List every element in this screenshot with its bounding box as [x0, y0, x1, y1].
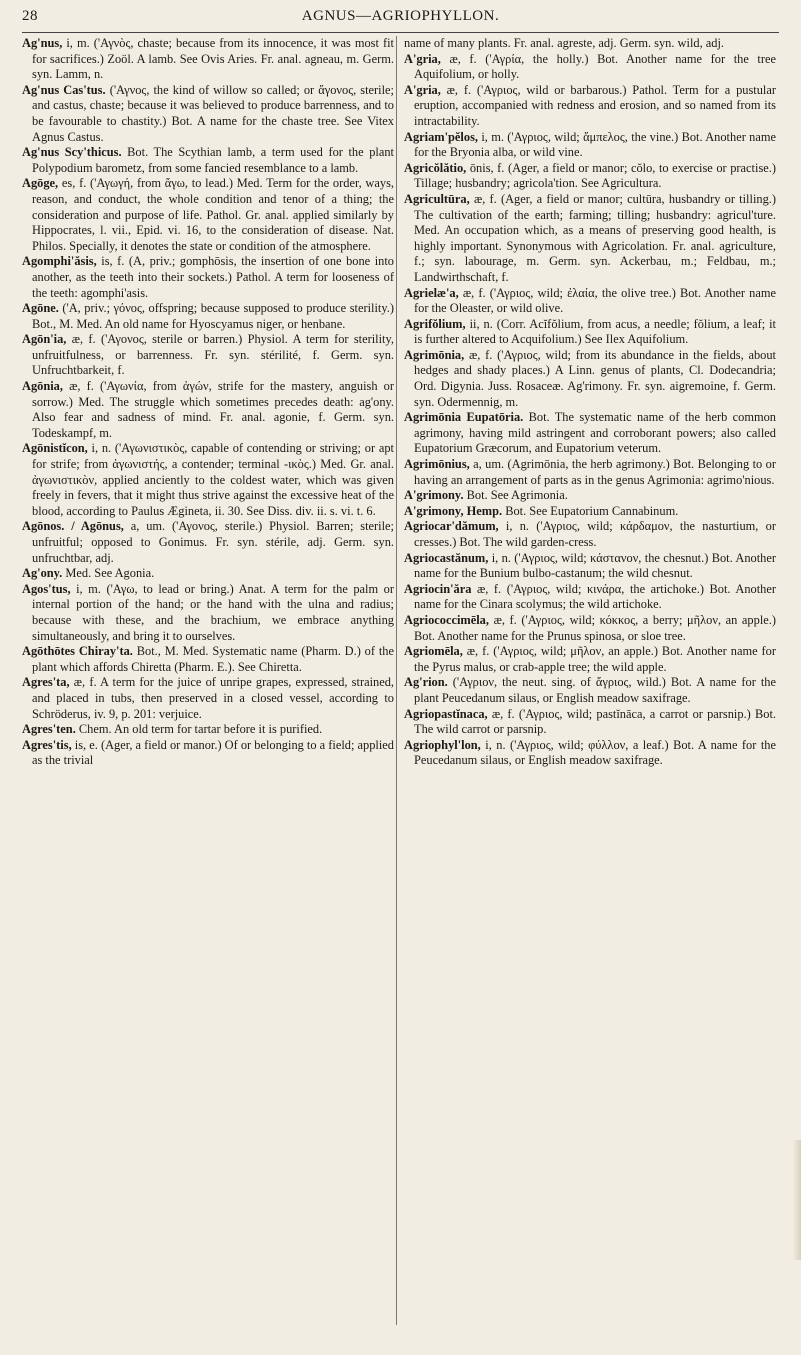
- dictionary-entry: [22, 332, 394, 379]
- dictionary-entry: [404, 613, 776, 644]
- entry-text: i, n. ('Αγριος, wild; κάρδαμον, the nasturtium, or cresses.) Bot. The wild garden-cress.: [414, 519, 776, 549]
- entry-headword: Agrielæ'a,: [404, 285, 459, 300]
- dictionary-entry: [22, 566, 394, 582]
- page-number: 28: [22, 8, 38, 24]
- entry-headword: Agres'tis,: [22, 737, 72, 752]
- dictionary-entry: [404, 582, 776, 613]
- entry-text: Bot. See Agrimonia.: [466, 488, 568, 503]
- header-rule: [22, 32, 779, 33]
- dictionary-entry: [404, 161, 776, 192]
- entry-text: ('Αγνος, the kind of willow so called; or ἄγονος, sterile; and castus, chaste; because it was believed to produce barrenness, and to be favourable to chastity.) Bot. A name for the chaste tree. See Vitex Agnus Castus.: [32, 82, 394, 144]
- entry-text: ōnis, f. (Ager, a field or manor; cŏlo, to exercise or practise.) Tillage; husbandry; agricola'tion. See Agricultura.: [414, 160, 776, 191]
- entry-headword: Agriocin'ăra: [404, 581, 472, 596]
- entry-text: æ, f. (Ager, a field or manor; cultūra, husbandry or tilling.) The cultivation of the earth; farming; tilling; husbandry: agricul'ture. Med. An occupation which, as a means of preserving good health, is highly important. Synonymous with Agricolation. Fr. anal. agriculture, f.; syn. labourage, m. Germ. syn. Ackerbau, m.; Feldbau, m.; Landwirthschaft, f.: [414, 191, 776, 284]
- dictionary-entry: [22, 722, 394, 738]
- entry-text: æ, f. ('Αγρία, the holly.) Bot. Another name for the tree Aquifolium, or holly.: [414, 51, 776, 82]
- entry-text: Med. See Agonia.: [65, 566, 155, 581]
- entry-text: æ, f. ('Αγριος, wild; κινάρα, the artichoke.) Bot. Another name for the Cinara scolymus; the wild artichoke.: [414, 581, 776, 612]
- entry-headword: Agriomēla,: [404, 644, 463, 659]
- entry-headword: Agōn'ia,: [22, 332, 67, 347]
- entry-headword: A'gria,: [404, 51, 441, 66]
- entry-text: i, n. ('Αγριος, wild; φύλλον, a leaf.) Bot. A name for the Peucedanum silaus, or English meadow saxifrage.: [414, 737, 776, 768]
- right-column: [404, 36, 776, 769]
- entry-headword: Agres'ta,: [22, 675, 70, 690]
- entry-headword: Ag'nus,: [22, 36, 63, 50]
- entry-headword: Agōthōtes Chiray'ta.: [22, 644, 133, 659]
- entry-text: æ, f. ('Αγονος, sterile or barren.) Physiol. A term for sterility, unfruitfulness, or barrenness. Fr. syn. stérilité, f. Germ. syn. Unfruchtbarkeit, f.: [32, 332, 394, 378]
- entry-headword: Agōnos. / Agōnus,: [22, 519, 124, 534]
- dictionary-entry: [404, 410, 776, 457]
- dictionary-entry: [22, 519, 394, 566]
- dictionary-entry: [404, 83, 776, 130]
- entry-text: Chem. An old term for tartar before it is purified.: [78, 722, 323, 737]
- dictionary-entry: [22, 441, 394, 519]
- entry-text: es, f. ('Αγωγή, from ἄγω, to lead.) Med. Term for the order, ways, reason, and conduct, the whole condition and tenor of a thing; the consideration and purpose of life. Pathol. Gr. anal. applied similarly by Hippocrates, l. vii., Epid. vi. 16, to the consideration of disease. Nat. Philos. Specially, it denotes the state or condition of the atmosphere.: [32, 176, 394, 253]
- dictionary-entry: [404, 675, 776, 706]
- dictionary-entry: [22, 301, 394, 332]
- entry-text: i, n. ('Αγωνιστικὸς, capable of contending or striving; or apt for strife; from ἀγωνιστής, a contender; terminal -ικὸς.) Med. Gr. anal. ἀγωνιστικὸν, applied anciently to the coldest water, which was given freely in fevers, that it might thus strive against the excessive heat of the blood, according to Paulus Ægineta, ii. 30. See Diss. div. ii. s. vi. t. 6.: [32, 441, 394, 518]
- dictionary-entry: [404, 707, 776, 738]
- entry-headword: A'grimony, Hemp.: [404, 503, 503, 518]
- entry-headword: Ag'nus Cas'tus.: [22, 82, 106, 97]
- entry-headword: Ag'rion.: [404, 675, 448, 690]
- entry-headword: Agōge,: [22, 176, 59, 191]
- dictionary-entry: [404, 286, 776, 317]
- dictionary-entry: [404, 738, 776, 769]
- dictionary-entry: [404, 348, 776, 410]
- dictionary-entry: [404, 52, 776, 83]
- dictionary-entry: [22, 644, 394, 675]
- entry-headword: Agriocar'dămum,: [404, 519, 499, 534]
- entry-text: æ, f. ('Αγριος, wild; from its abundance in the fields, about hedges and shady places.) A Linn. genus of plants, Cl. Dodecandria; Ord. Digynia. Juss. Rosaceæ. Ag'rimony. Fr. syn. aigremoine, f. Germ. syn. Odermennig, m.: [414, 347, 776, 409]
- page-edge-shadow: [793, 1140, 801, 1260]
- entry-headword: Agrimōnia Eupatōria.: [404, 410, 524, 425]
- entry-text: i, m. ('Αγριος, wild; ἄμπελος, the vine.) Bot. Another name for the Bryonia alba, or wild vine.: [414, 129, 776, 160]
- entry-text: æ, f. ('Αγριος, wild; pastĭnāca, a carrot or parsnip.) Bot. The wild carrot or parsnip.: [414, 706, 777, 737]
- entry-headword: Agos'tus,: [22, 581, 71, 596]
- entry-headword: Agrimōnius,: [404, 457, 470, 472]
- entry-text: ('A, priv.; γόνος, offspring; because supposed to produce sterility.) Bot., M. Med. An old name for Hyoscyamus niger, or henbane.: [32, 301, 394, 331]
- entry-headword: Agriophyl'lon,: [404, 737, 481, 752]
- entry-text: Bot. The Scythian lamb, a term used for the plant Polypodium barometz, from some fancied resemblance to a lamb.: [32, 145, 394, 175]
- entry-headword: A'gria,: [404, 82, 441, 97]
- entry-text: æ, f. ('Αγριος, wild or barbarous.) Pathol. Term for a pustular eruption, accompanied with redness and erosion, and so named from its intractability.: [414, 82, 776, 128]
- entry-headword: Agrimōnia,: [404, 347, 465, 362]
- entry-headword: Agrifŏlium,: [404, 316, 466, 331]
- entry-headword: Agomphi'ăsis,: [22, 254, 97, 269]
- entry-text: Bot., M. Med. Systematic name (Pharm. D.) of the plant which affords Chiretta (Pharm. E.). See Chiretta.: [32, 644, 394, 674]
- dictionary-entry: [404, 36, 776, 52]
- entry-text: i, n. ('Αγριος, wild; κάστανον, the chesnut.) Bot. Another name for the Bunium bulbo-castanum; the wild chesnut.: [414, 550, 776, 581]
- entry-text: Bot. The systematic name of the herb common agrimony, having mild astringent and corroborant powers; also called Eupatorium Græcorum, and Eupatorium veterum.: [414, 410, 776, 456]
- dictionary-entry: [404, 644, 776, 675]
- dictionary-entry: [404, 317, 776, 348]
- entry-text: æ, f. ('Αγριος, wild; ἐλαία, the olive tree.) Bot. Another name for the Oleaster, or wild olive.: [414, 285, 776, 316]
- dictionary-entry: [404, 192, 776, 286]
- entry-headword: Agōnia,: [22, 379, 63, 394]
- entry-headword: Agōnistĭcon,: [22, 441, 88, 456]
- running-title: AGNUS—AGRIOPHYLLON.: [301, 8, 500, 24]
- entry-headword: Agriopastĭnaca,: [404, 706, 488, 721]
- dictionary-entry: [22, 379, 394, 441]
- entry-headword: Agricultūra,: [404, 191, 470, 206]
- dictionary-entry: [22, 176, 394, 254]
- entry-text: æ, f. ('Αγριος, wild; κόκκος, a berry; μῆλον, an apple.) Bot. Another name for the Prunus spinosa, or sloe tree.: [414, 612, 776, 643]
- entry-headword: Agricŏlătio,: [404, 160, 467, 175]
- dictionary-entry: [404, 504, 776, 520]
- entry-text: is, f. (A, priv.; gomphōsis, the insertion of one bone into another, as the teeth into their sockets.) Pathol. A term for looseness of the teeth: agomphi'asis.: [32, 254, 394, 300]
- entry-text: æ, f. ('Αγριος, wild; μῆλον, an apple.) Bot. Another name for the Pyrus malus, or crab-apple tree; the wild apple.: [414, 644, 776, 674]
- entry-text: a, um. (Agrimōnia, the herb agrimony.) Bot. Belonging to or having an arrangement of parts as in the genus Agrimonia: agrimo'nious.: [414, 457, 776, 487]
- entry-text: ii, n. (Corr. Acĭfŏlium, from acus, a needle; fŏlium, a leaf; it is further altered to Acquifolium.) See Ilex Aquifolium.: [414, 316, 776, 347]
- dictionary-entry: [22, 254, 394, 301]
- dictionary-entry: [22, 145, 394, 176]
- entry-text: a, um. ('Αγονος, sterile.) Physiol. Barren; sterile; unfruitful; opposed to Gonimus. Fr. syn. stérile, adj. Germ. syn. unfruchtbar, adj.: [32, 519, 394, 565]
- entry-text: name of many plants. Fr. anal. agreste, adj. Germ. syn. wild, adj.: [404, 36, 725, 50]
- dictionary-entry: [22, 83, 394, 145]
- entry-headword: Agōne.: [22, 301, 59, 316]
- dictionary-entry: [22, 36, 394, 83]
- entry-headword: Agriam'pĕlos,: [404, 129, 478, 144]
- dictionary-entry: [22, 675, 394, 722]
- entry-headword: A'grimony.: [404, 488, 464, 503]
- entry-headword: Agres'ten.: [22, 722, 76, 737]
- dictionary-entry: [22, 738, 394, 769]
- entry-headword: Ag'nus Scy'thicus.: [22, 145, 122, 160]
- page-header: [22, 8, 779, 30]
- entry-headword: Ag'ony.: [22, 566, 63, 581]
- entry-headword: Agriococcimēla,: [404, 612, 489, 627]
- dictionary-entry: [404, 488, 776, 504]
- entry-headword: Agriocastănum,: [404, 550, 489, 565]
- column-divider: [396, 36, 397, 1325]
- entry-text: is, e. (Ager, a field or manor.) Of or belonging to a field; applied as the trivial: [32, 737, 394, 768]
- entry-text: æ, f. ('Αγωνία, from ἀγών, strife for the mastery, anguish or sorrow.) Med. The struggle which sometimes precedes death: ag'ony. Also fear and sadness of mind. Fr. anal. agonie, f. Germ. syn. Todeskampf, m.: [32, 379, 394, 440]
- dictionary-entry: [22, 582, 394, 644]
- entry-text: Bot. See Eupatorium Cannabinum.: [505, 503, 679, 518]
- entry-text: i, m. ('Αγνὸς, chaste; because from its innocence, it was most fit for sacrifices.) Zoöl. A lamb. See Ovis Aries. Fr. anal. agneau, m. Germ. syn. Lamm, n.: [32, 36, 394, 82]
- entry-text: i, m. ('Αγω, to lead or bring.) Anat. A term for the palm or internal portion of the hand; or the hand with the ulna and radius; because with these, and the brachium, we embrace anything simultaneously, and bring it to ourselves.: [32, 581, 394, 643]
- dictionary-entry: [404, 457, 776, 488]
- dictionary-entry: [404, 130, 776, 161]
- entry-text: æ, f. A term for the juice of unripe grapes, expressed, strained, and placed in tubs, then preserved in a closed vessel, according to Schröderus, iv. 9, p. 201: verjuice.: [32, 675, 394, 721]
- dictionary-entry: [404, 551, 776, 582]
- left-column: [22, 36, 394, 769]
- entry-text: ('Αγριον, the neut. sing. of ἄγριος, wild.) Bot. A name for the plant Peucedanum silaus, or English meadow saxifrage.: [414, 675, 776, 705]
- dictionary-entry: [404, 519, 776, 550]
